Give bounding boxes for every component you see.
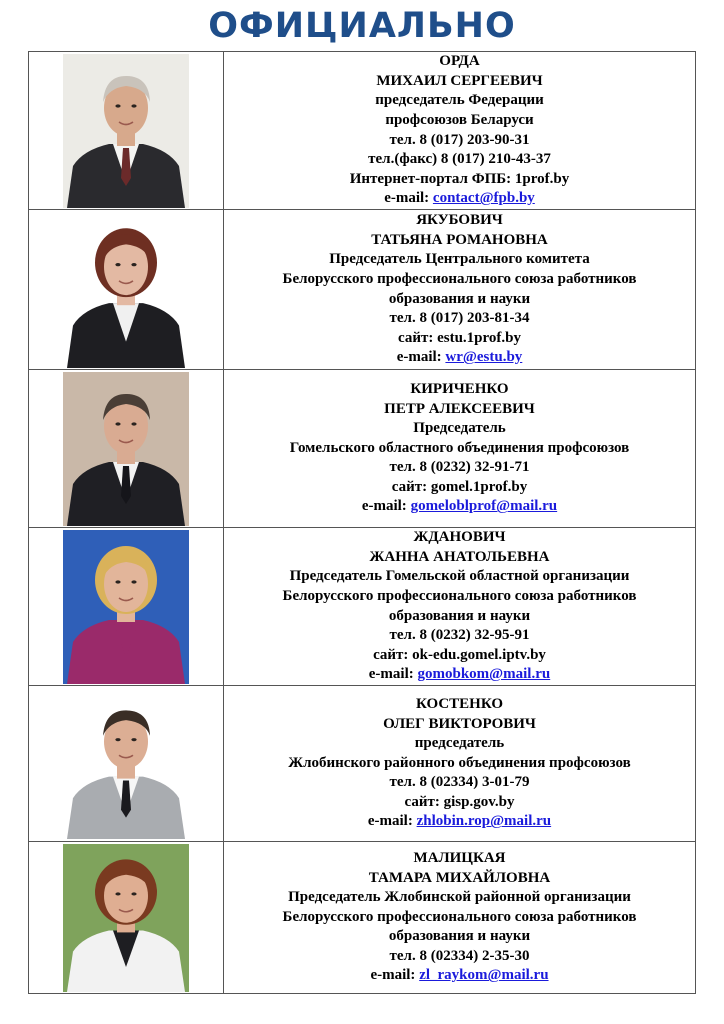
contact-position: Белорусского профессионального союза работников	[282, 587, 637, 604]
contact-row	[29, 370, 696, 528]
contact-detail: тел. 8 (017) 203-81-34	[389, 310, 530, 327]
contact-row	[29, 52, 696, 210]
photo-cell	[29, 370, 224, 528]
contact-email-line	[224, 812, 695, 832]
contact-name: ТАМАРА МИХАЙЛОВНА	[368, 869, 551, 886]
contact-detail: тел. 8 (02334) 3-01-79	[389, 774, 530, 791]
contact-position: профсоюзов Беларуси	[385, 111, 534, 128]
portrait-photo	[63, 372, 189, 526]
contact-detail: тел. 8 (02334) 2-35-30	[389, 947, 530, 964]
email-label: e-mail:	[396, 349, 442, 366]
contact-position: председатель Федерации	[375, 92, 544, 109]
photo-cell	[29, 52, 224, 210]
contact-detail: тел. 8 (0232) 32-91-71	[389, 459, 530, 476]
contact-name: ТАТЬЯНА РОМАНОВНА	[371, 231, 548, 248]
contact-email-line	[224, 966, 695, 986]
contact-position: Белорусского профессионального союза работников	[282, 908, 637, 925]
email-link[interactable]: wr@estu.by	[445, 349, 523, 366]
contact-info	[224, 370, 696, 528]
contact-detail: сайт: estu.1prof.by	[398, 329, 521, 346]
contact-email-line	[224, 497, 695, 517]
email-link[interactable]: contact@fpb.by	[432, 190, 535, 207]
contact-position: образования и науки	[388, 607, 531, 624]
contact-position: председатель	[414, 735, 505, 752]
contact-surname: ОРДА	[439, 53, 480, 70]
contact-detail: тел. 8 (017) 203-90-31	[389, 131, 530, 148]
portrait-photo	[63, 530, 189, 684]
contact-position: Председатель Гомельской областной организации	[289, 568, 630, 585]
contact-info	[224, 210, 696, 370]
email-label: e-mail:	[384, 190, 430, 207]
email-link[interactable]: zhlobin.rop@mail.ru	[416, 813, 552, 830]
portrait-photo	[63, 844, 189, 992]
contact-position: образования и науки	[388, 290, 531, 307]
contact-position: Белорусского профессионального союза работников	[282, 270, 637, 287]
email-link[interactable]: gomobkom@mail.ru	[417, 666, 551, 683]
contact-position: Председатель Центрального комитета	[329, 251, 590, 268]
email-label: e-mail:	[370, 967, 416, 984]
contact-name: ЖАННА АНАТОЛЬЕВНА	[369, 548, 550, 565]
contact-position: Гомельского областного объединения профсоюзов	[289, 439, 630, 456]
email-label: e-mail:	[368, 666, 414, 683]
contact-detail: тел.(факс) 8 (017) 210-43-37	[368, 151, 551, 168]
contact-row	[29, 528, 696, 686]
contact-surname: ЖДАНОВИЧ	[413, 529, 506, 546]
photo-cell	[29, 210, 224, 370]
portrait-photo	[63, 54, 189, 208]
portrait-photo	[63, 689, 189, 839]
contact-detail: сайт: ok-edu.gomel.iptv.by	[373, 646, 546, 663]
photo-cell	[29, 528, 224, 686]
contact-email-line	[224, 348, 695, 368]
email-label: e-mail:	[361, 498, 407, 515]
email-link[interactable]: zl_raykom@mail.ru	[419, 967, 549, 984]
contact-position: Председатель	[413, 420, 506, 437]
contact-surname: КОСТЕНКО	[415, 695, 504, 712]
contact-surname: КИРИЧЕНКО	[410, 380, 509, 397]
contact-info	[224, 686, 696, 842]
portrait-photo	[63, 212, 189, 368]
photo-cell	[29, 686, 224, 842]
contact-detail: сайт: gisp.gov.by	[404, 793, 515, 810]
contact-row	[29, 686, 696, 842]
contact-info	[224, 528, 696, 686]
contact-detail: сайт: gomel.1prof.by	[391, 478, 528, 495]
contact-info	[224, 52, 696, 210]
photo-cell	[29, 842, 224, 994]
contact-row	[29, 842, 696, 994]
contact-email-line	[224, 665, 695, 685]
contact-name: ОЛЕГ ВИКТОРОВИЧ	[383, 715, 536, 732]
email-label: e-mail:	[367, 813, 413, 830]
contact-name: ПЕТР АЛЕКСЕЕВИЧ	[384, 400, 535, 417]
contact-detail: тел. 8 (0232) 32-95-91	[389, 627, 530, 644]
contact-position: Председатель Жлобинской районной организации	[288, 889, 631, 906]
contact-surname: ЯКУБОВИЧ	[416, 212, 503, 229]
page-title: ОФИЦИАЛЬНО	[208, 6, 516, 46]
contact-row	[29, 210, 696, 370]
contact-info	[224, 842, 696, 994]
contact-detail: Интернет-портал ФПБ: 1prof.by	[349, 170, 570, 187]
contact-email-line	[224, 189, 695, 209]
contact-position: Жлобинского районного объединения профсоюзов	[288, 754, 631, 771]
contact-position: образования и науки	[388, 928, 531, 945]
contact-name: МИХАИЛ СЕРГЕЕВИЧ	[376, 72, 543, 89]
contact-surname: МАЛИЦКАЯ	[413, 849, 506, 866]
contacts-table	[28, 51, 696, 994]
email-link[interactable]: gomeloblprof@mail.ru	[410, 498, 558, 515]
